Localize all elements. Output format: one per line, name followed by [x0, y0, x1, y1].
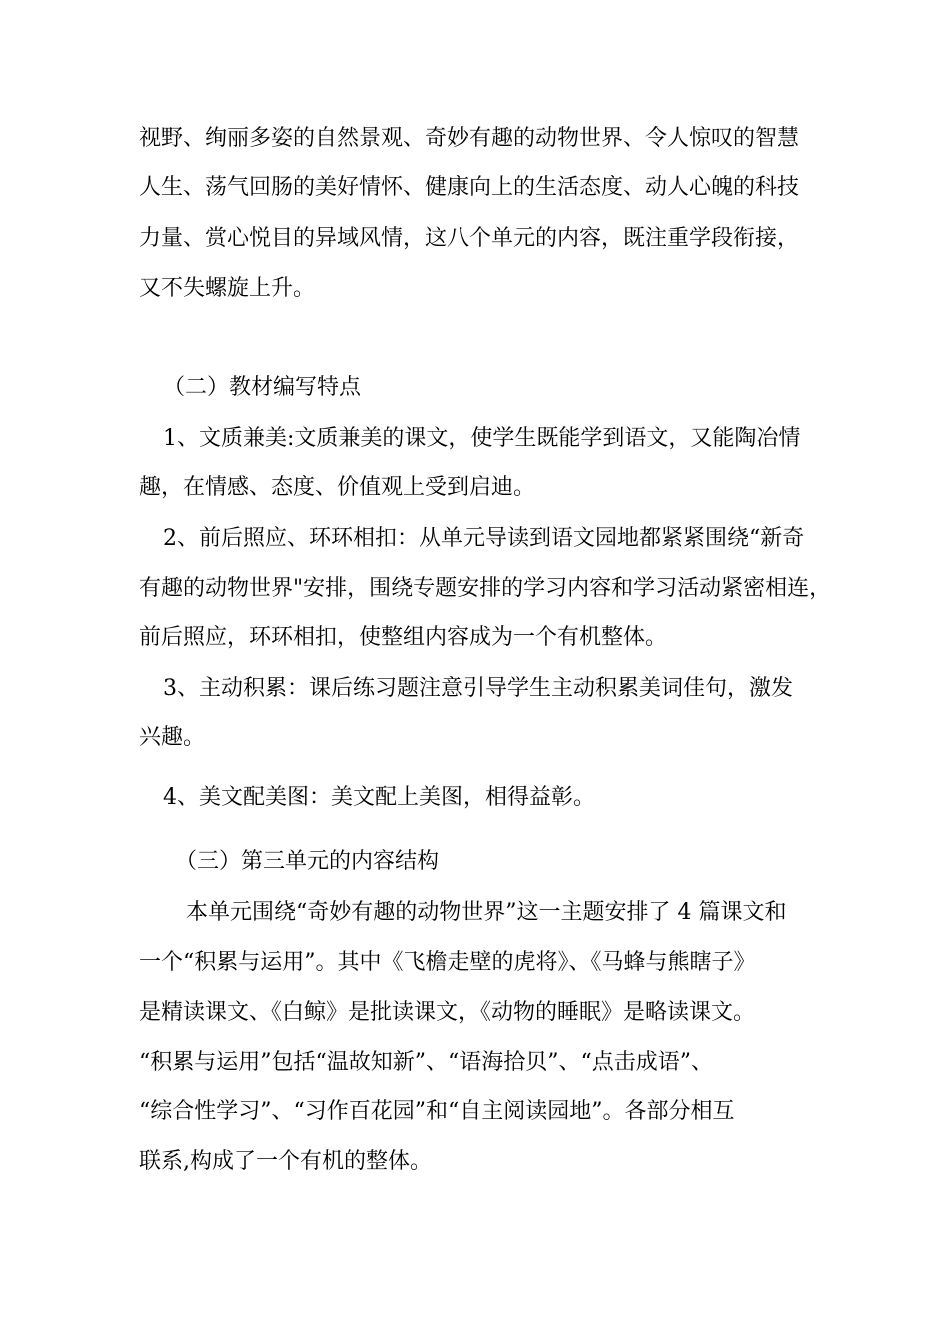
text-line: 兴趣。 — [139, 725, 206, 750]
text-line: 趣，在情感、态度、价值观上受到启迪。 — [139, 475, 536, 500]
text-line: 又不失螺旋上升。 — [139, 276, 316, 301]
text-line: 3、主动积累：课后练习题注意引导学生主动积累美词佳句，激发 — [163, 676, 793, 701]
text-line: 4、美文配美图：美文配上美图，相得益彰。 — [163, 785, 595, 810]
section-heading-structure: （三）第三单元的内容结构 — [175, 849, 440, 874]
text-line: “积累与运用”包括“温故知新”、“语海拾贝”、“点击成语”、 — [139, 1050, 713, 1075]
text-line: 视野、绚丽多姿的自然景观、奇妙有趣的动物世界、令人惊叹的智慧 — [139, 126, 800, 151]
text-line: 人生、荡气回肠的美好情怀、健康向上的生活态度、动人心魄的科技 — [139, 175, 800, 200]
text-line: 有趣的动物世界"安排，围绕专题安排的学习内容和学习活动紧密相连， — [139, 576, 832, 601]
text-line: “综合性学习”、“习作百花园”和“自主阅读园地”。各部分相互 — [139, 1099, 735, 1124]
text-line: 是精读课文、《白鲸》是批读课文，《动物的睡眠》是略读课文。 — [139, 1000, 756, 1025]
text-line: 前后照应，环环相扣，使整组内容成为一个有机整体。 — [139, 625, 668, 650]
text-line: 联系,构成了一个有机的整体。 — [139, 1149, 432, 1174]
text-line: 本单元围绕“奇妙有趣的动物世界”这一主题安排了 4 篇课文和 — [186, 900, 787, 925]
text-line: 2、前后照应、环环相扣：从单元导读到语文园地都紧紧围绕“新奇 — [163, 526, 805, 551]
text-line: 1、文质兼美:文质兼美的课文，使学生既能学到语文，又能陶冶情 — [163, 426, 801, 451]
text-line: 力量、赏心悦目的异域风情，这八个单元的内容，既注重学段衔接， — [139, 226, 800, 251]
text-line: 一个“积累与运用”。其中《飞檐走壁的虎将》、《马蜂与熊瞎子》 — [139, 950, 756, 975]
section-heading-features: （二）教材编写特点 — [163, 375, 362, 400]
